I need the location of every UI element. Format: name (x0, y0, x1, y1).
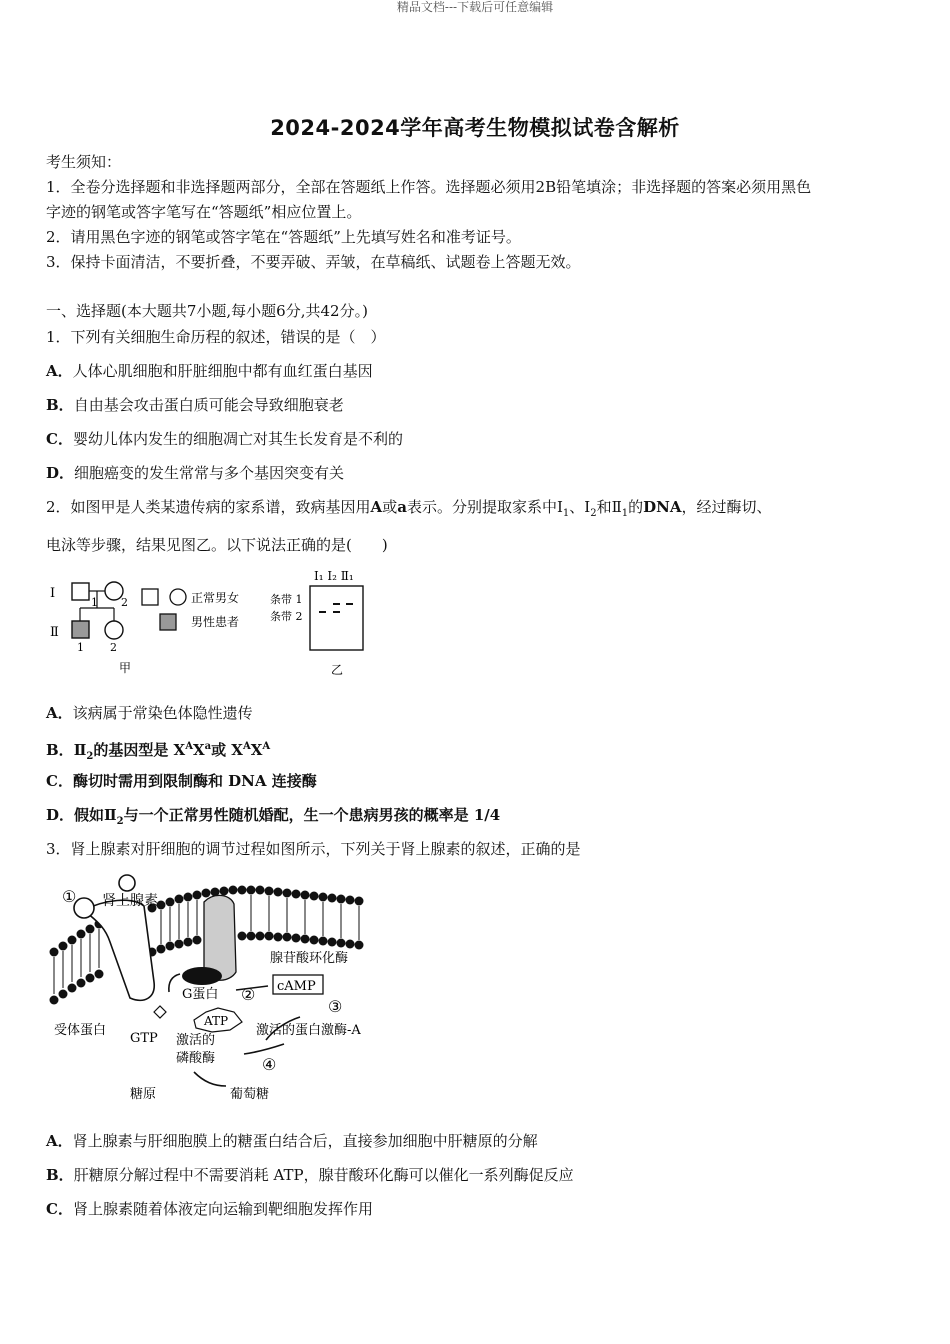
q2-stem-sub: 2 (590, 508, 597, 519)
step-1-marker: ① (62, 887, 77, 906)
camp-label: cAMP (277, 979, 316, 994)
q2-stem-part: a (397, 498, 407, 516)
ii2-number: 2 (110, 641, 117, 654)
q3-option-c[interactable] (46, 1199, 373, 1219)
generation-1-label: Ⅰ (50, 586, 56, 601)
q2-stem-part: 和Ⅱ (596, 498, 622, 516)
gtp-label: GTP (130, 1031, 158, 1046)
q2-option-a[interactable] (46, 703, 253, 723)
legend-normal-male-icon (142, 589, 158, 605)
ii2-female (105, 621, 123, 639)
option-letter: A． (46, 362, 73, 380)
option-sup: A (185, 741, 193, 752)
g-protein-label: G蛋白 (182, 987, 219, 1002)
option-text: 的基因型是 X (93, 741, 186, 759)
legend-affected-label: 男性患者 (191, 615, 240, 629)
adrenaline-figure (44, 872, 394, 1107)
receptor-label: 受体蛋白 (54, 1023, 107, 1038)
q1-stem: 1．下列有关细胞生命历程的叙述，错误的是（ ） (46, 328, 386, 346)
notice-item-3: 3．保持卡面清洁，不要折叠，不要弄破、弄皱，在草稿纸、试题卷上答题无效。 (46, 253, 581, 271)
phosphatase-label-2: 磷酸酶 (176, 1051, 216, 1066)
q2-stem-part: 或 (382, 498, 398, 516)
q2-option-b[interactable] (46, 737, 270, 767)
section-heading: 一、选择题(本大题共7小题,每小题6分,共42分。) (46, 302, 368, 320)
option-letter: A． (46, 1132, 73, 1150)
option-letter: D． (46, 806, 75, 824)
ii1-affected-male (72, 621, 89, 638)
i1-number: 1 (91, 596, 98, 609)
q2-stem-part: 表示。分别提取家系中Ⅰ (406, 498, 563, 516)
option-text: X (192, 741, 205, 759)
arrow-gprotein (169, 974, 180, 992)
gel-lane-labels: Ⅰ₁ Ⅰ₂ Ⅱ₁ (314, 569, 354, 583)
option-text: 假如Ⅱ (74, 806, 117, 824)
option-sub: 2 (116, 816, 124, 827)
option-text: 该病属于常染色体隐性遗传 (72, 704, 253, 722)
atp-label: ATP (204, 1014, 229, 1028)
option-sup: a (204, 741, 212, 752)
option-letter: D． (46, 464, 75, 482)
option-sub: 2 (86, 751, 94, 762)
step-3-marker: ③ (328, 997, 343, 1016)
i1-male (72, 583, 89, 600)
option-letter: B． (46, 1166, 74, 1184)
glycogen-label: 糖原 (130, 1087, 157, 1102)
generation-2-label: Ⅱ (50, 625, 59, 640)
band-1-label: 条带 1 (270, 593, 303, 606)
notice-item-1: 1．全卷分选择题和非选择题两部分，全部在答题纸上作答。选择题必须用2B铅笔填涂；非选择题的答案必须用黑色 (46, 178, 812, 196)
option-text: 肝糖原分解过程中不需要消耗 ATP，腺苷酸环化酶可以催化一系列酶促反应 (73, 1166, 574, 1184)
q3-option-a[interactable] (46, 1131, 538, 1151)
option-text: X (250, 741, 263, 759)
band-2-label: 条带 2 (270, 610, 303, 623)
legend-normal-label: 正常男女 (191, 591, 240, 605)
option-text: 肾上腺素与肝细胞膜上的糖蛋白结合后，直接参加细胞中肝糖原的分解 (72, 1132, 538, 1150)
q2-option-c[interactable] (46, 771, 317, 791)
option-letter: A． (46, 704, 73, 722)
q2-stem-part: A (370, 498, 383, 516)
i2-number: 2 (121, 596, 128, 609)
q2-option-d[interactable] (46, 805, 500, 832)
option-text: 酶切时需用到限制酶和 DNA 连接酶 (72, 772, 317, 790)
step-2-marker: ② (241, 985, 256, 1004)
pka-label: 激活的蛋白激酶-A (256, 1023, 361, 1038)
option-letter: C． (46, 430, 73, 448)
arrow-4 (244, 1044, 284, 1054)
option-letter: C． (46, 1200, 73, 1218)
option-letter: B． (46, 396, 74, 414)
legend-affected-icon (160, 614, 176, 630)
q1-option-d[interactable] (46, 463, 344, 483)
option-text: 自由基会攻击蛋白质可能会导致细胞衰老 (73, 396, 344, 414)
cyclase-label: 腺苷酸环化酶 (270, 951, 349, 966)
q2-stem-line1 (46, 497, 772, 524)
q1-option-b[interactable] (46, 395, 344, 415)
q2-stem-part: 2．如图甲是人类某遗传病的家系谱，致病基因用 (46, 498, 371, 516)
q2-stem-part: 的 (628, 498, 644, 516)
q2-stem-sub: 1 (562, 508, 570, 519)
receptor-protein (84, 900, 154, 1000)
option-text: 细胞癌变的发生常常与多个基因突变有关 (74, 464, 345, 482)
adrenaline-label: 肾上腺素 (102, 893, 158, 909)
header-note: 精品文档---下载后可任意编辑 (396, 0, 554, 14)
pedigree-figure (44, 566, 384, 678)
option-letter: B． (46, 741, 74, 759)
option-letter: C． (46, 772, 73, 790)
gtp-icon (154, 1006, 166, 1018)
figure-yi-label: 乙 (331, 663, 344, 677)
notice-item-1-cont: 字迹的钢笔或答字笔写在“答题纸”相应位置上。 (46, 203, 362, 221)
option-sup: A (262, 741, 271, 752)
q1-option-c[interactable] (46, 429, 403, 449)
q2-stem-part: ，经过酶切、 (681, 498, 772, 516)
option-text: Ⅱ (73, 741, 87, 759)
phosphatase-label-1: 激活的 (176, 1033, 216, 1048)
adrenaline-molecule (74, 898, 94, 918)
arrow-glycogen (194, 1072, 226, 1086)
step-4-marker: ④ (262, 1055, 277, 1074)
q2-stem-sub: 1 (621, 508, 629, 519)
q3-option-b[interactable] (46, 1165, 574, 1185)
legend-normal-female-icon (170, 589, 186, 605)
notice-item-2: 2．请用黑色字迹的钢笔或答字笔在“答题纸”上先填写姓名和准考证号。 (46, 228, 521, 246)
adrenaline-molecule-free (119, 875, 135, 891)
q2-stem-part: DNA (643, 498, 682, 516)
figure-jia-label: 甲 (119, 661, 132, 675)
ii1-number: 1 (77, 641, 84, 654)
q3-stem: 3．肾上腺素对肝细胞的调节过程如图所示，下列关于肾上腺素的叙述，正确的是 (46, 840, 581, 858)
g-protein (182, 967, 222, 985)
option-text: 人体心肌细胞和肝脏细胞中都有血红蛋白基因 (72, 362, 373, 380)
gel-box (310, 586, 363, 650)
option-text: 与一个正常男性随机婚配，生一个患病男孩的概率是 1/4 (123, 806, 501, 824)
glucose-label: 葡萄糖 (230, 1087, 270, 1102)
page-title: 2024-2024学年高考生物模拟试卷含解析 (270, 116, 680, 140)
notice-heading: 考生须知： (46, 153, 122, 171)
option-sup: A (242, 741, 251, 752)
option-text: 或 X (211, 741, 243, 759)
q2-stem-part: 、Ⅰ (569, 498, 591, 516)
option-text: 肾上腺素随着体液定向运输到靶细胞发挥作用 (72, 1200, 373, 1218)
q2-stem-line2: 电泳等步骤，结果见图乙。以下说法正确的是( ) (46, 536, 388, 554)
option-text: 婴幼儿体内发生的细胞凋亡对其生长发育是不利的 (72, 430, 403, 448)
q1-option-a[interactable] (46, 361, 373, 381)
